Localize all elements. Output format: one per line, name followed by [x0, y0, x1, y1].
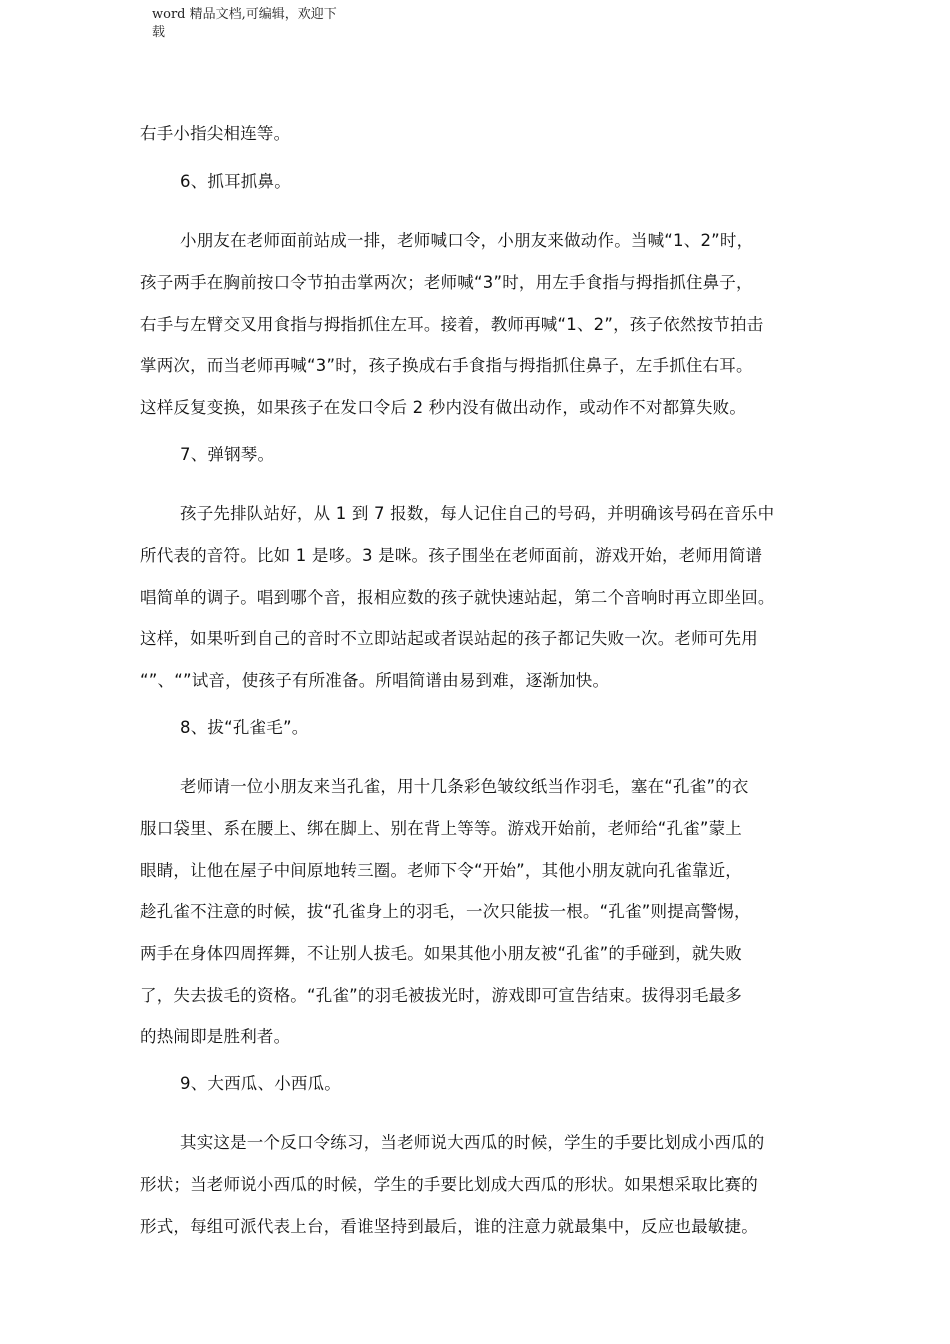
body-line-13: “”、“”试音，使孩子有所准备。所唱简谱由易到难，逐渐加快。	[140, 671, 610, 690]
body-line-24: 形状；当老师说小西瓜的时候，学生的手要比划成大西瓜的形状。如果想采取比赛的	[140, 1175, 758, 1194]
section-heading-6: 6、抓耳抓鼻。	[180, 172, 291, 191]
body-line-17: 眼睛，让他在屋子中间原地转三圈。老师下令“开始”，其他小朋友就向孔雀靠近，	[140, 861, 742, 880]
body-line-15: 老师请一位小朋友来当孔雀，用十几条彩色皱纹纸当作羽毛，塞在“孔雀”的衣	[180, 777, 749, 796]
section-heading-9: 9、大西瓜、小西瓜。	[180, 1074, 341, 1093]
section-heading-8: 8、拔“孔雀毛”。	[180, 718, 309, 737]
body-line-5: 右手与左臂交叉用食指与拇指抓住左耳。接着，教师再喊“1、2”，孩子依然按节拍击	[140, 315, 764, 334]
body-line-6: 掌两次，而当老师再喊“3”时，孩子换成右手食指与拇指抓住鼻子，左手抓住右耳。	[140, 356, 753, 375]
body-line-25: 形式，每组可派代表上台，看谁坚持到最后，谁的注意力就最集中，反应也最敏捷。	[140, 1217, 758, 1236]
body-line-7: 这样反复变换，如果孩子在发口令后 2 秒内没有做出动作，或动作不对都算失败。	[140, 398, 747, 417]
body-line-9: 孩子先排队站好，从 1 到 7 报数，每人记住自己的号码，并明确该号码在音乐中	[180, 504, 775, 523]
section-heading-7: 7、弹钢琴。	[180, 445, 275, 464]
body-line-21: 的热闹即是胜利者。	[140, 1027, 291, 1046]
body-line-3: 小朋友在老师面前站成一排，老师喊口令，小朋友来做动作。当喊“1、2”时，	[180, 231, 754, 250]
body-line-10: 所代表的音符。比如 1 是哆。3 是咪。孩子围坐在老师面前，游戏开始，老师用简谱	[140, 546, 763, 565]
body-line-19: 两手在身体四周挥舞，不让别人拔毛。如果其他小朋友被“孔雀”的手碰到，就失败	[140, 944, 742, 963]
body-line-1: 右手小指尖相连等。	[140, 124, 291, 143]
body-line-18: 趁孔雀不注意的时候，拔“孔雀身上的羽毛，一次只能拔一根。“孔雀”则提高警惕，	[140, 902, 751, 921]
body-line-4: 孩子两手在胸前按口令节拍击掌两次；老师喊“3”时，用左手食指与拇指抓住鼻子，	[140, 273, 753, 292]
body-line-11: 唱简单的调子。唱到哪个音，报相应数的孩子就快速站起，第二个音响时再立即坐回。	[140, 588, 775, 607]
body-line-12: 这样，如果听到自己的音时不立即站起或者误站起的孩子都记失败一次。老师可先用	[140, 629, 758, 648]
body-line-20: 了，失去拔毛的资格。“孔雀”的羽毛被拔光时，游戏即可宣告结束。拔得羽毛最多	[140, 986, 742, 1005]
body-line-23: 其实这是一个反口令练习，当老师说大西瓜的时候，学生的手要比划成小西瓜的	[180, 1133, 765, 1152]
body-line-16: 服口袋里、系在腰上、绑在脚上、别在背上等等。游戏开始前，老师给“孔雀”蒙上	[140, 819, 742, 838]
header-line-1: word 精品文档,可编辑，欢迎下	[152, 7, 337, 22]
page-header	[152, 6, 352, 42]
header-line-2: 载	[152, 25, 166, 40]
